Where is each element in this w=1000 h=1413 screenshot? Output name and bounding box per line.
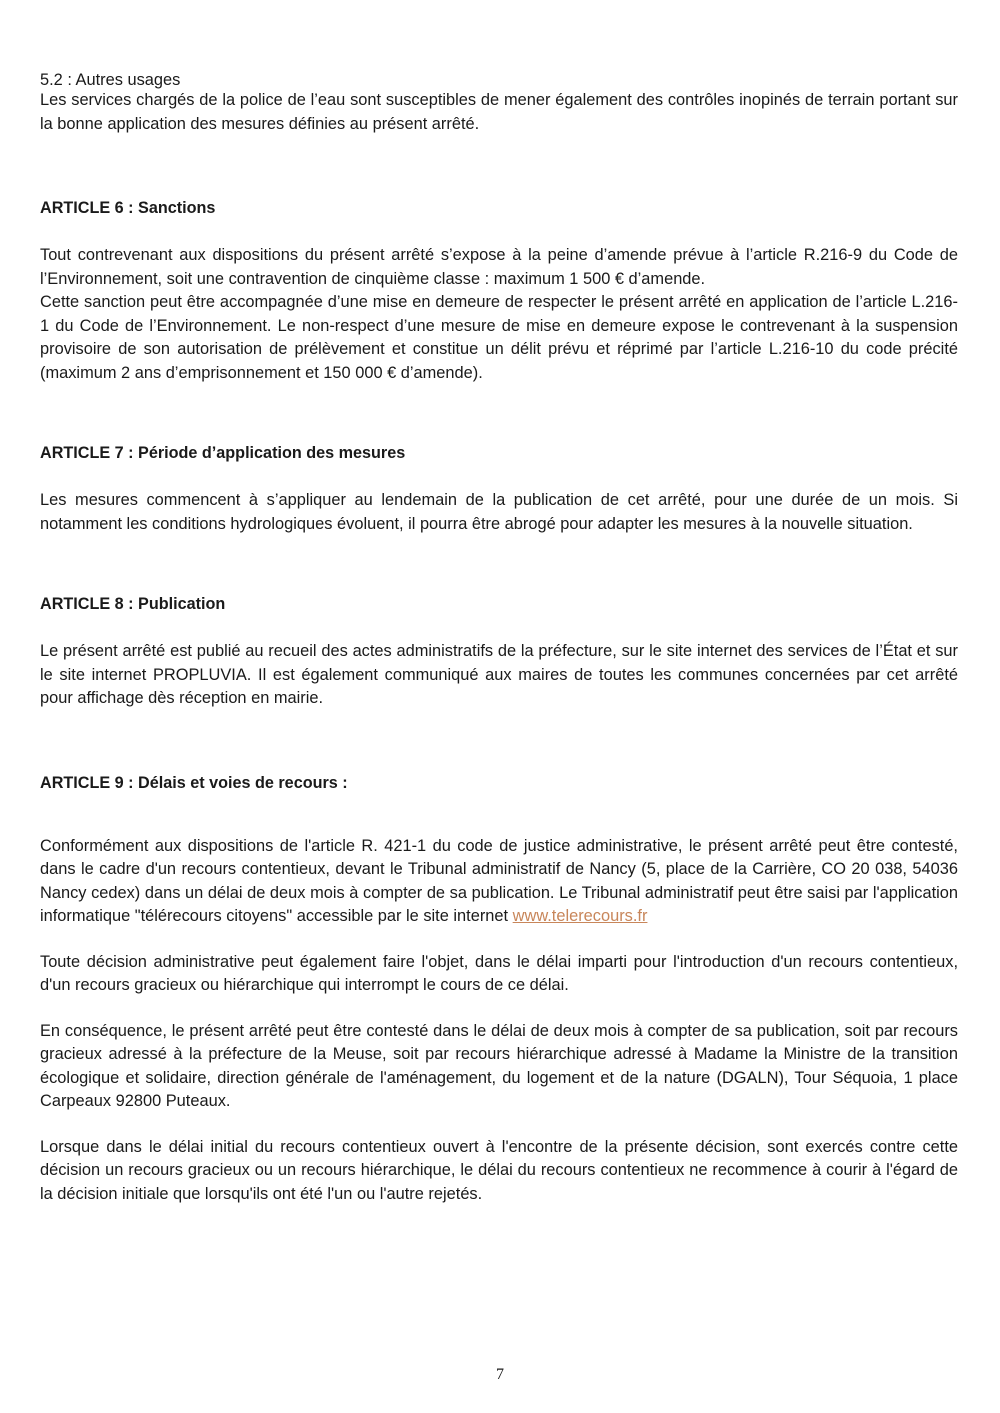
article-8-heading: ARTICLE 8 : Publication: [40, 595, 226, 613]
article-9-paragraph-2: Toute décision administrative peut également faire l'objet, dans le délai imparti pour l'introduction d'un recours contentieux, d'un recours gracieux ou hiérarchique qui interrompt le cours de ce délai.: [40, 952, 958, 994]
section-5-2-title: 5.2 : Autres usages: [40, 71, 181, 89]
telerecours-link[interactable]: www.telerecours.fr: [512, 907, 648, 925]
article-7-heading: ARTICLE 7 : Période d’application des mesures: [40, 444, 406, 462]
article-9-paragraph-1: [40, 835, 958, 929]
article-6-paragraph-1: Tout contrevenant aux dispositions du présent arrêté s’expose à la peine d’amende prévue à l’article R.216-9 du Code de l’Environnement, soit une contravention de cinquième classe : maximum 1 500 € d’amende.: [40, 246, 958, 288]
article-6-paragraph-2: Cette sanction peut être accompagnée d’une mise en demeure de respecter le présent arrêté en application de l’article L.216-1 du Code de l’Environnement. Le non-respect d’une mesure de mise en demeure expose le contrevenant à la suspension provisoire de son autorisation de prélèvement et constitue un délit prévu et réprimé par l’article L.216-10 du code précité (maximum 2 ans d’emprisonnement et 150 000 € d’amende).: [40, 293, 958, 382]
article-6-heading: ARTICLE 6 : Sanctions: [40, 199, 216, 217]
article-9-paragraph-3: En conséquence, le présent arrêté peut être contesté dans le délai de deux mois à compter de sa publication, soit par recours gracieux adressé à la préfecture de la Meuse, soit par recours hiérarchique adressé à Madame la Ministre de la transition écologique et solidaire, direction générale de l'aménagement, du logement et de la nature (DGALN), Tour Séquoia, 1 place Carpeaux 92800 Puteaux.: [40, 1021, 958, 1110]
document-page: [40, 72, 958, 1206]
article-9-paragraph-4: Lorsque dans le délai initial du recours contentieux ouvert à l'encontre de la présente décision, sont exercés contre cette décision un recours gracieux ou un recours hiérarchique, le délai du recours contentieux ne recommence à courir à l'égard de la décision initiale que lorsqu'ils ont été l'un ou l'autre rejetés.: [40, 1137, 958, 1203]
section-5-2-text: Les services chargés de la police de l’eau sont susceptibles de mener également des contrôles inopinés de terrain portant sur la bonne application des mesures définies au présent arrêté.: [40, 91, 958, 133]
article-9-heading: ARTICLE 9 : Délais et voies de recours :: [40, 773, 348, 792]
article-8-paragraph-1: Le présent arrêté est publié au recueil des actes administratifs de la préfecture, sur le site internet des services de l’État et sur le site internet PROPLUVIA. Il est également communiqué aux maires de toutes les communes concernées par cet arrêté pour affichage dès réception en mairie.: [40, 642, 958, 707]
article-9-paragraph-1-text: Conformément aux dispositions de l'article R. 421-1 du code de justice administrative, le présent arrêté peut être contesté, dans le cadre d'un recours contentieux, devant le Tribunal administratif de Nancy (5, place de la Carrière, CO 20 038, 54036 Nancy cedex) dans un délai de deux mois à compter de sa publication. Le Tribunal administratif peut être saisi par l'application informatique "télérecours citoyens" accessible par le site internet: [40, 836, 958, 925]
page-number: 7: [496, 1366, 504, 1383]
article-7-paragraph-1: Les mesures commencent à s’appliquer au lendemain de la publication de cet arrêté, pour une durée de un mois. Si notamment les conditions hydrologiques évoluent, il pourra être abrogé pour adapter les mesures à la nouvelle situation.: [40, 491, 958, 533]
